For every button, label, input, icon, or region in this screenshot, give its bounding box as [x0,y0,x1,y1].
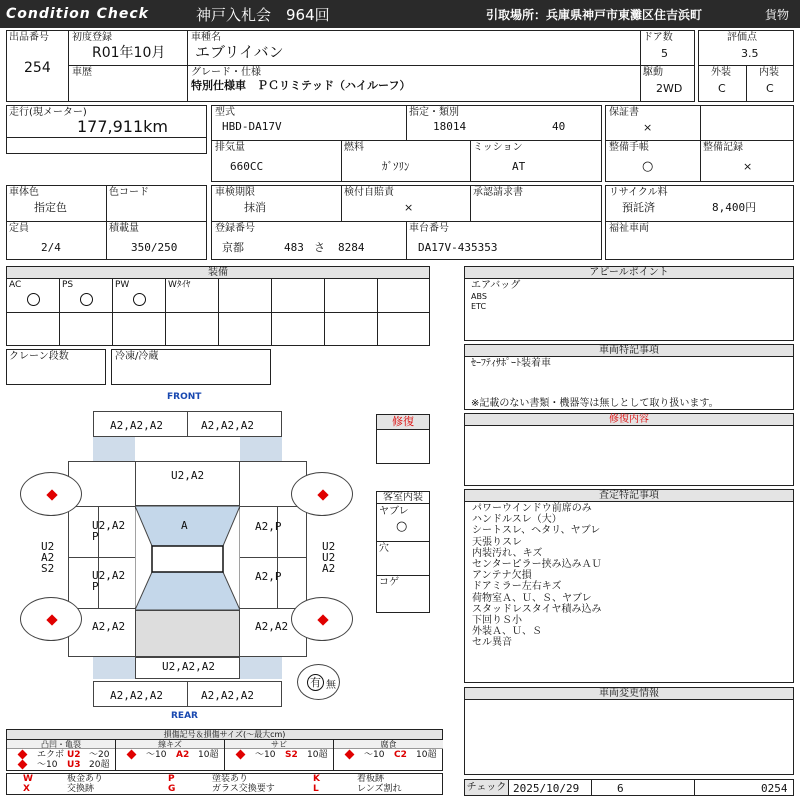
inspection-note-line: 荷物室Ａ、Ｕ、Ｓ、ヤブレ [472,592,592,604]
grade-value: 特別仕様車 ＰＣリミテッド（ハイルーフ） [191,79,411,92]
special-note-line: ｾｰﾌﾃｨｻﾎﾟｰﾄ装着車 [471,358,551,369]
legend-code: U2 [67,750,81,760]
equipment-box [6,266,430,346]
repair-code: L [313,784,319,794]
repair-code-text: 塗装あり [212,774,249,784]
right-rear-door-damage: A2,P [255,570,282,583]
color-label: 車体色 [9,187,39,198]
legend-size-b: 10超 [198,750,219,760]
inspection-note-line: スタッドレスタイヤ積み込み [472,603,602,615]
car-name: エブリイバン [195,43,284,61]
interior-damage-title: 客室内装 [377,492,429,504]
manual-label: 整備手帳 [609,142,649,153]
drive-box [640,65,695,102]
legend-code: U3 [67,760,81,770]
displacement-label: 排気量 [215,142,245,153]
spare-tire-present: 有 [307,674,324,691]
legend-group [334,740,443,770]
inspection-note-line: パワーウインドウ前席のみ [472,503,592,514]
equip-pw-mark [133,293,146,306]
drive-value: 2WD [656,82,683,95]
legend-title: 損傷記号＆損傷サイズ(〜最大cm) [7,730,442,740]
doors-value: 5 [661,47,668,60]
interior-tear-label: ヤブレ [379,506,409,517]
auction-title: 神戸入札会 964回 [196,6,330,24]
recycle-box [605,185,794,260]
history-label: 車歴 [72,67,92,78]
chassis-label: 車台番号 [409,223,449,234]
condition-check-title: Condition Check [6,6,149,22]
fuel-label: 燃料 [344,142,364,153]
right-front-door-damage: A2,P [255,520,282,533]
equipment-title: 装備 [7,267,429,279]
inspection-note-line: センターピラー挟み込みＡＵ [472,559,602,571]
equip-ps-mark [80,293,93,306]
header-bar [0,0,800,28]
legend-group-name: 腐食 [334,740,443,749]
front-right-damage: A2,A2,A2 [201,419,254,432]
interior-burn-label: コゲ [379,577,399,588]
grade-box [187,65,641,102]
mileage-box [6,105,207,154]
repair-code-text: 板金あり [67,774,104,784]
left-rear-quarter-damage: A2,A2 [92,620,126,633]
legend-size-a: 〜10 [37,760,58,770]
reg-kana: さ [314,241,325,254]
inspection-notes-title: 査定特記事項 [465,490,793,502]
model-label: 型式 [215,107,235,118]
mileage-label: 走行(現メーター) [9,107,87,118]
welfare-label: 福祉車両 [609,223,649,234]
equip-pw-label: PW [115,280,130,290]
damage-legend [6,729,443,771]
reg-area: 京都 [222,241,244,254]
displacement-value: 660CC [230,160,264,173]
repair-code-text: 交換跡 [67,784,95,794]
spec-box [211,105,602,182]
record-label: 整備記録 [703,142,743,153]
repair-content-title: 修復内容 [465,414,793,426]
crane-label: クレーン段数 [9,351,69,362]
legend-group [7,740,116,770]
score-value: 3.5 [741,47,759,60]
history-box [68,65,188,102]
right-rear-quarter-damage: A2,A2 [255,620,289,633]
crane-box [6,349,106,385]
front-left-damage: A2,A2,A2 [110,419,163,432]
windshield-damage: A [181,519,188,532]
right-side-damage: U2 U2 A2 [322,540,336,575]
repair-indicator-box [376,414,430,464]
appeal-title: アピールポイント [465,267,793,279]
lot-box [6,30,69,102]
recycle-label: リサイクル料 [609,187,668,198]
inspection-note-line: ハンドルスレ（大） [472,514,562,526]
capacity-value: 2/4 [41,241,61,254]
drive-label: 駆動 [643,67,663,78]
grade-label: グレード・仕様 [191,67,261,78]
body-box [6,185,207,260]
legend-code: S2 [285,750,298,760]
wheel-front-right-icon [291,472,353,516]
special-notes-box [464,344,794,410]
insurance-value: × [404,201,414,214]
reg-no-label: 登録番号 [215,223,255,234]
warranty-value: × [643,121,653,134]
inspection-note-line: 外装Ａ、Ｕ、Ｓ [472,626,542,638]
legend-code: C2 [394,750,407,760]
tailgate-damage: U2,A2,A2 [162,660,215,673]
manual-value: ○ [642,159,654,174]
special-notes-title: 車両特記事項 [465,345,793,357]
reg-number: 8284 [338,241,365,254]
special-disclaimer: ※記載のない書類・機器等は無しとして取り扱います。 [471,398,719,409]
rear-left-damage: A2,A2,A2 [110,689,163,702]
equip-ac-label: AC [9,280,22,290]
hood-panel [135,461,240,506]
wheel-rear-left-icon [20,597,82,641]
interior-label: 内装 [759,67,779,78]
first-reg-label: 初度登録 [72,32,112,43]
legend-group-name: 凸凹・亀裂 [7,740,115,749]
inspection-value: 抹消 [244,201,266,214]
load-value: 350/250 [131,241,178,254]
first-reg-box [68,30,188,66]
doors-label: ドア数 [643,32,673,43]
doors-box [640,30,695,66]
score-box [698,30,794,66]
spare-tire-none: 無 [326,680,336,691]
change-info-box [464,687,794,775]
legend-diamond-icon [236,750,246,760]
registration-box [211,185,602,260]
mileage-value: 177,911km [77,117,169,136]
legend-group [225,740,334,770]
wheel-front-left-icon [20,472,82,516]
recycle-status: 預託済 [622,201,655,214]
repair-code-text: レンズ割れ [357,784,402,794]
designation-label: 指定・類別 [409,107,459,118]
chassis-value: DA17V-435353 [418,241,498,254]
inspection-note-line: 天張りスレ [472,536,522,548]
legend-diamond-icon [127,750,137,760]
score-label: 評価点 [727,32,757,43]
appeal-box [464,266,794,341]
legend-diamond-icon [345,750,355,760]
lot-label: 出品番号 [9,32,49,43]
warranty-label: 保証書 [609,107,639,118]
repair-code: G [168,784,176,794]
exterior-label: 外装 [711,67,731,78]
legend-size-b: 〜20 [89,750,110,760]
legend-size-b: 10超 [307,750,328,760]
appeal-line: ETC [471,302,487,311]
mission-label: ミッション [473,142,523,153]
inspection-note-line: シートスレ、ヘタリ、ヤブレ [472,525,601,537]
legend-size-a: 〜10 [146,750,167,760]
interior-damage-box [376,491,430,613]
front-label: FRONT [167,392,202,402]
appeal-line: エアバッグ [471,280,521,291]
repair-code-text: ガラス交換要す [212,784,275,794]
legend-group [116,740,225,770]
color-code-label: 色コード [109,187,149,198]
load-label: 積載量 [109,223,139,234]
fridge-label: 冷凍/冷蔵 [115,351,159,362]
reg-class: 483 [284,241,304,254]
legend-size-a: 〜10 [255,750,276,760]
inspection-note-line: セル異音 [472,637,512,649]
inspection-note-line: 内装汚れ、キズ [472,547,543,559]
inspection-label: 車検期限 [215,187,255,198]
record-value: × [743,160,753,173]
left-rear-door-damage: U2,A2 P [92,569,126,593]
recycle-fee: 8,400円 [712,201,757,214]
appeal-line: ABS [471,292,487,301]
check-label: チェック [465,780,509,795]
interior-tear-mark: ○ [396,519,408,534]
repair-indicator-title: 修復 [377,415,429,430]
legend-group-name: サビ [225,740,333,749]
check-footer [464,779,794,796]
repair-code: X [23,784,30,794]
inspection-notes-box [464,489,794,683]
exterior-value: C [718,82,726,95]
model-value: HBD-DA17V [222,120,282,133]
approval-label: 承認請求書 [473,187,523,198]
rear-right-damage: A2,A2,A2 [201,689,254,702]
inspection-note-line: アンテナ欠損 [472,570,532,582]
legend-size-a: エクボ [37,750,65,760]
color-value: 指定色 [34,201,67,214]
legend-code: A2 [176,750,190,760]
repair-code-legend [6,773,443,795]
legend-size-a: 〜10 [364,750,385,760]
fridge-box [111,349,271,385]
maintenance-box [605,105,794,182]
change-info-title: 車両変更情報 [465,688,793,700]
legend-size-b: 20超 [89,760,110,770]
exterior-box [698,65,747,102]
hood-damage: U2,A2 [171,469,205,482]
insurance-label: 検付自賠責 [344,187,394,198]
inspection-notes-list [472,503,602,649]
type-number-value: 40 [552,120,566,133]
capacity-label: 定員 [9,223,29,234]
left-side-damage: U2 A2 S2 [41,540,55,575]
car-name-label: 車種名 [191,32,221,43]
designation-value: 18014 [433,120,467,133]
repair-content-box [464,413,794,486]
legend-size-b: 10超 [416,750,437,760]
left-front-door-damage: U2,A2 P [92,519,126,543]
inspection-note-line: 下回りＳ小 [472,615,522,627]
vehicle-category: 貨物 [765,8,790,22]
equip-ac-mark [27,293,40,306]
lot-number: 254 [24,60,51,76]
repair-code: W [23,774,33,784]
wheel-rear-right-icon [291,597,353,641]
check-date: 2025/10/29 [513,782,580,795]
check-number: 6 [617,782,624,795]
equip-ps-label: PS [62,280,74,290]
legend-diamond-icon [18,760,28,770]
cargo-floor [135,610,240,657]
repair-code: K [313,774,320,784]
interior-hole-label: 穴 [379,543,389,554]
equip-wtire-label: Wﾀｲﾔ [168,280,191,290]
pickup-location: 引取場所：兵庫県神戸市東灘区住吉浜町 [486,8,703,22]
repair-code-text: 着板跡 [357,774,385,784]
legend-group-name: 線キズ [116,740,224,749]
first-reg-value: R01年10月 [92,45,166,61]
car-name-box [187,30,641,66]
repair-code: P [168,774,175,784]
interior-box [746,65,794,102]
mission-value: AT [512,160,526,173]
rear-label: REAR [171,711,198,721]
fuel-value: ｶﾞｿﾘﾝ [382,160,410,173]
inspection-note-line: ドアミラー左右キズ [472,581,562,593]
legend-diamond-icon [18,750,28,760]
interior-value: C [766,82,774,95]
check-id: 0254 [761,782,788,795]
